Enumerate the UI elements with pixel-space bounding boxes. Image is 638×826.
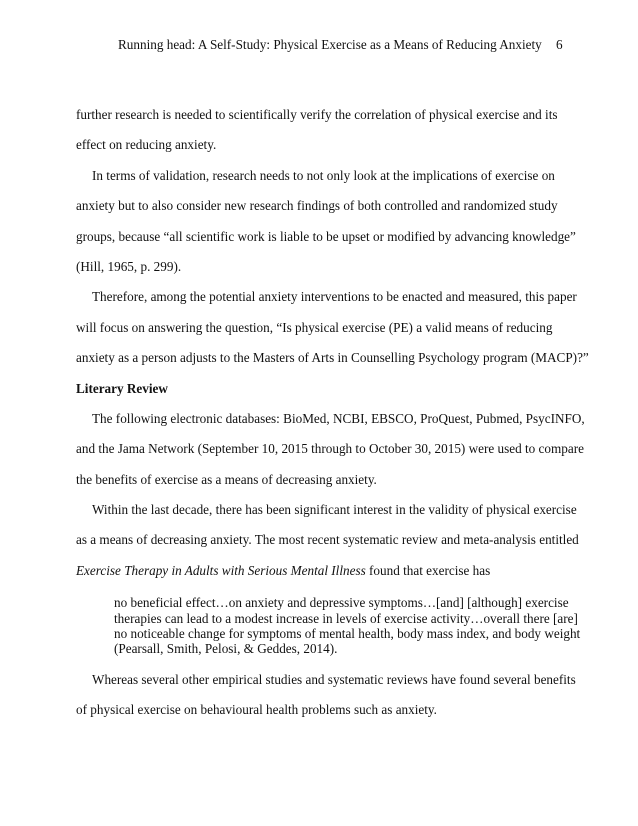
section-heading: Literary Review — [76, 380, 168, 396]
quote-line: no noticeable change for symptoms of mental health, body mass index, and body weight — [114, 626, 581, 642]
block-quote — [76, 595, 581, 657]
running-head: Running head: A Self-Study: Physical Exercise as a Means of Reducing Anxiety — [118, 37, 542, 52]
paragraph-line: The following electronic databases: BioMed, NCBI, EBSCO, ProQuest, Pubmed, PsycINFO, — [92, 410, 585, 426]
quote-line: no beneficial effect…on anxiety and depressive symptoms…[and] [although] exercise — [114, 595, 569, 611]
paragraph-line: anxiety as a person adjusts to the Masters of Arts in Counselling Psychology program (MACP)?” — [76, 350, 589, 366]
paragraph-line: Therefore, among the potential anxiety interventions to be enacted and measured, this paper — [92, 289, 577, 305]
paragraph-line: In terms of validation, research needs to not only look at the implications of exercise on — [92, 167, 555, 183]
paragraph-line: effect on reducing anxiety. — [76, 137, 217, 153]
paragraph-line: groups, because “all scientific work is liable to be upset or modified by advancing knowledge” — [76, 228, 576, 244]
article-title: Exercise Therapy in Adults with Serious Mental Illness — [76, 562, 366, 578]
paragraph-line — [76, 556, 566, 586]
paragraph-line: Within the last decade, there has been significant interest in the validity of physical exercise — [92, 502, 577, 518]
paragraph-line: anxiety but to also consider new research findings of both controlled and randomized study — [76, 198, 558, 214]
paragraph-line: the benefits of exercise as a means of decreasing anxiety. — [76, 471, 377, 487]
page-number: 6 — [556, 37, 563, 52]
paragraph-line: of physical exercise on behavioural health problems such as anxiety. — [76, 702, 437, 718]
paragraph-line: (Hill, 1965, p. 299). — [76, 258, 182, 274]
paragraph-line: and the Jama Network (September 10, 2015 through to October 30, 2015) were used to compare — [76, 441, 584, 457]
quote-line: therapies can lead to a modest increase in levels of exercise activity…overall there [are] — [114, 610, 578, 626]
paragraph-line: as a means of decreasing anxiety. The most recent systematic review and meta-analysis entitled — [76, 532, 579, 548]
quote-line: (Pearsall, Smith, Pelosi, & Geddes, 2014). — [114, 641, 338, 657]
paragraph-line: Whereas several other empirical studies and systematic reviews have found several benefits — [92, 671, 576, 687]
paragraph-line: will focus on answering the question, “Is physical exercise (PE) a valid means of reducing — [76, 319, 553, 335]
paragraph-line: further research is needed to scientifically verify the correlation of physical exercise and its — [76, 107, 558, 122]
paragraph-line-continuation: found that exercise has — [365, 562, 491, 578]
body-text — [76, 100, 589, 726]
